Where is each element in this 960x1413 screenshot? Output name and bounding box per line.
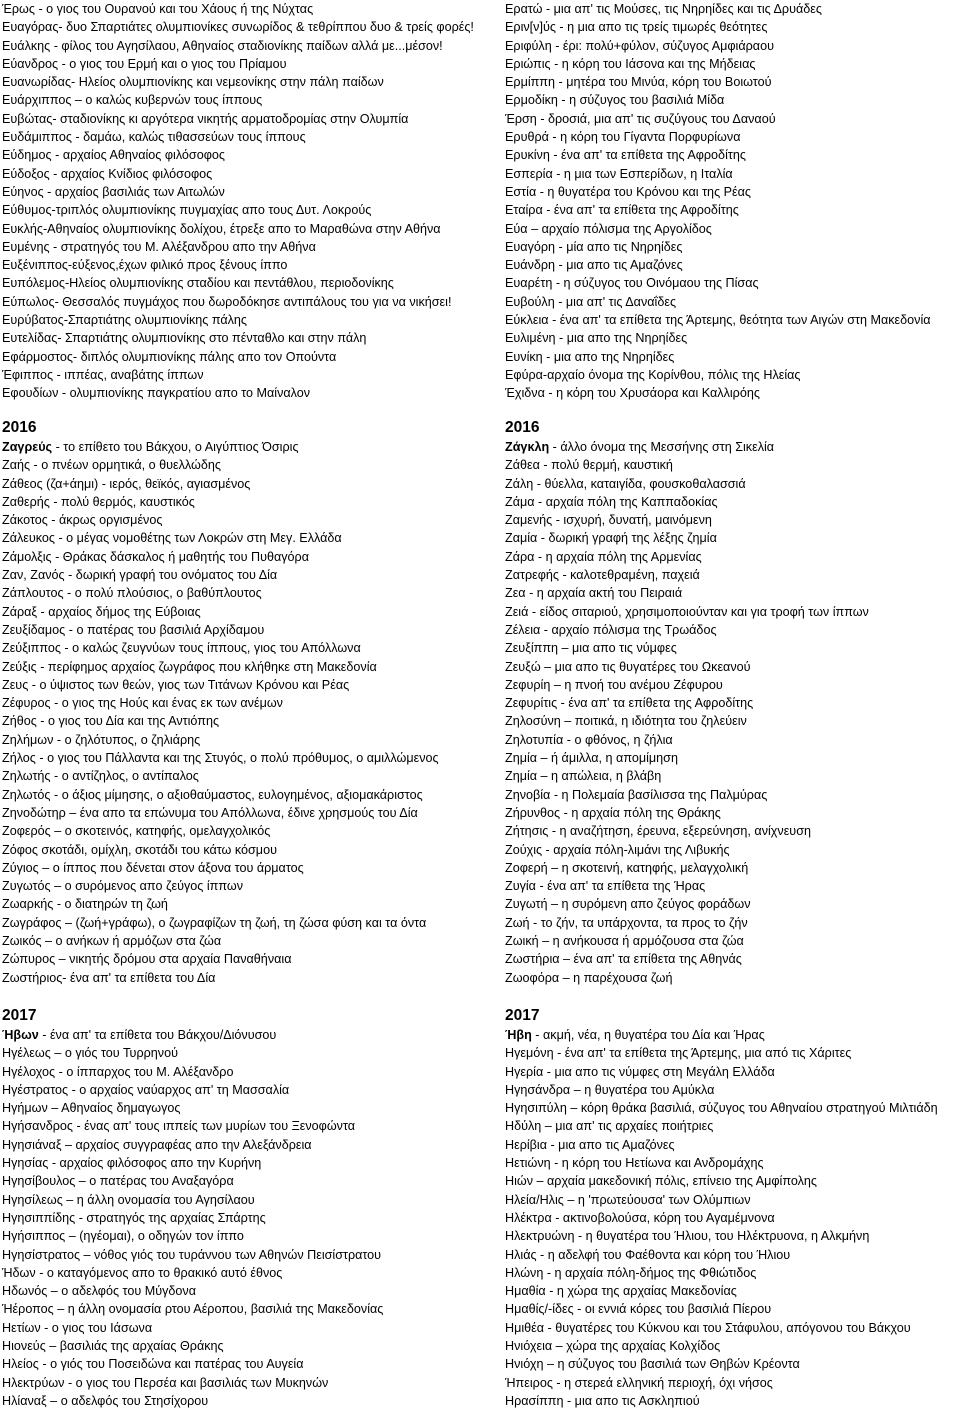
list-entry: Ηγησιάναξ – αρχαίος συγγραφέας απο την Αλεξάνδρεια: [2, 1137, 312, 1152]
left-year-heading-2017: 2017: [2, 1007, 37, 1024]
list-entry: Ζήτησις - η αναζήτηση, έρευνα, εξερεύνηση, ανίχνευση: [505, 824, 811, 839]
list-entry: Ζηλήμων - ο ζηλότυπος, ο ζηλιάρης: [2, 732, 201, 747]
left-first-desc-2016: - το επίθετο του Βάκχου, ο Αιγύπτιος Όσιρις: [52, 440, 299, 454]
list-entry: Ζαν, Ζανός - δωρική γραφή του ονόματος του Δία: [2, 568, 278, 583]
list-entry: Ζηλοτυπία - ο φθόνος, η ζήλια: [505, 732, 673, 747]
list-entry: Ζεφυρίτις - ένα απ' τα επίθετα της Αφροδίτης: [505, 696, 754, 711]
list-entry: Εριφύλη - έρι: πολύ+φύλον, σύζυγος Αμφιάραου: [505, 38, 774, 53]
list-entry: Ηλεκτρύων - ο γιος του Περσέα και βασιλιάς των Μυκηνών: [2, 1375, 329, 1390]
list-entry: Ευανωρίδας- Ηλείος ολυμπιονίκης και νεμεονίκης στην πάλη παίδων: [2, 75, 384, 90]
list-entry: Ευπόλεμος-Ηλείος ολυμπιονίκης σταδίου και πεντάθλου, περιοδονίκης: [2, 276, 394, 291]
left-first-entry-2017: [2, 1026, 502, 1044]
list-entry: Ζήλος - ο γιος του Πάλλαντα και της Στυγός, ο πολύ πρόθυμος, ο αμιλλώμενος: [2, 751, 439, 766]
list-entry: Εφύρα-αρχαίο όνομα της Κορίνθου, πόλις της Ηλείας: [505, 367, 801, 382]
list-entry: Εστία - η θυγατέρα του Κρόνου και της Ρέας: [505, 184, 751, 199]
list-entry: Ζέλεια - αρχαίο πόλισμα της Τρωάδος: [505, 622, 717, 637]
list-entry: Ζυγωτή – η συρόμενη απο ζεύγος φοράδων: [505, 897, 751, 912]
list-entry: Ευρύβατος-Σπαρτιάτης ολυμπιονίκης πάλης: [2, 313, 248, 328]
list-entry: Ζειά - είδος σιταριού, χρησιμοποιούνταν και για τροφή των ίππων: [505, 604, 869, 619]
right-list-2016: [505, 456, 960, 987]
left-list-2017: [2, 1044, 502, 1410]
list-entry: Ευαρέτη - η σύζυγος του Οινόμαου της Πίσας: [505, 276, 759, 291]
list-entry: Ζάθεος (ζα+άημι) - ιερός, θεϊκός, αγιασμένος: [2, 476, 251, 491]
left-section-2017: [2, 1006, 502, 1410]
list-entry: Ηλεία/Ηλις – η 'πρωτεύουσα' των Ολύμπιων: [505, 1192, 751, 1207]
list-entry: Ηλέκτρα - ακτινοβολούσα, κόρη του Αγαμέμνονα: [505, 1210, 775, 1225]
list-entry: Ευβώτας- σταδιονίκης κι αργότερα νικητής αρματοδρομίας στην Ολυμπία: [2, 111, 409, 126]
list-entry: Έρως - ο γιος του Ουρανού και του Χάους ή της Νύχτας: [2, 2, 314, 16]
list-entry: Ζημία – ή άμιλλα, η απομίμηση: [505, 751, 678, 766]
right-section-2017: [505, 1006, 960, 1410]
list-entry: Ημαθία - η χώρα της αρχαίας Μακεδονίας: [505, 1284, 737, 1299]
list-entry: Εύδοξος - αρχαίος Κνίδιος φιλόσοφος: [2, 166, 213, 181]
list-entry: Ηγησάνδρα – η θυγατέρα του Αμύκλα: [505, 1082, 715, 1097]
list-entry: Ευξένιππος-εύξενος,έχων φιλικό προς ξένους ίππο: [2, 258, 288, 273]
list-entry: Ζοφερή – η σκοτεινή, κατηφής, μελαγχολική: [505, 860, 749, 875]
list-entry: Ζεύξις - περίφημος αρχαίος ζωγράφος που κλήθηκε στη Μακεδονία: [2, 659, 377, 674]
list-entry: Ευαγόρη - μία απο τις Νηρηίδες: [505, 239, 683, 254]
list-entry: Ζωή - το ζήν, τα υπάρχοντα, τα προς το ζήν: [505, 915, 748, 930]
list-entry: Ηλώνη - η αρχαία πόλη-δήμος της Φθιώτιδος: [505, 1265, 757, 1280]
list-entry: Ευδάμιππος - δαμάω, καλώς τιθασσεύων τους ίππους: [2, 130, 306, 145]
list-entry: Ήέροπος – η άλλη ονομασία ρτου Αέροπου, βασιλιά της Μακεδονίας: [2, 1302, 384, 1317]
list-entry: Εύκλεια - ένα απ' τα επίθετα της Άρτεμης, θεότητα των Αιγών στη Μακεδονία: [505, 313, 931, 328]
list-entry: Ηγέλεως – ο γιός του Τυρρηνού: [2, 1046, 178, 1061]
list-entry: Ζάμολξις - Θράκας δάσκαλος ή μαθητής του Πυθαγόρα: [2, 549, 309, 564]
list-entry: Ηνιόχη – η σύζυγος του βασιλιά των Θηβών Κρέοντα: [505, 1357, 800, 1372]
list-entry: Ζύγιος – ο ίππος που δένεται στον άξονα του άρματος: [2, 860, 304, 875]
list-entry: Ζηνοδώτηρ – ένα απο τα επώνυμα του Απόλλωνα, έδινε χρησμούς του Δία: [2, 805, 418, 820]
left-first-desc-2017: - ένα απ' τα επίθετα του Βάκχου/Διόνυσου: [38, 1028, 277, 1042]
list-entry: Ηλεκτρυώνη - η θυγατέρα του Ήλιου, του Ηλέκτρυονα, η Αλκμήνη: [505, 1229, 870, 1244]
left-first-entry-2016: [2, 438, 502, 456]
list-entry: Ζηλοσύνη – ποιτικά, η ιδιότητα του ζηλεύειν: [505, 714, 747, 729]
list-entry: Ευκλής-Αθηναίος ολυμπιονίκης δολίχου, έτρεξε απο το Μαραθώνα στην Αθήνα: [2, 221, 441, 236]
right-first-desc-2016: - άλλο όνομα της Μεσσήνης στη Σικελία: [549, 440, 775, 454]
list-entry: Εσπερία - η μια των Εσπερίδων, η Ιταλία: [505, 166, 733, 181]
list-entry: Ήδων - ο καταγόμενος απο το θρακικό αυτό έθνος: [2, 1265, 283, 1280]
list-entry: Ζέφυρος - ο γιος της Ηούς και ένας εκ των ανέμων: [2, 696, 283, 711]
list-entry: Ζευξώ – μια απο τις θυγατέρες του Ωκεανού: [505, 659, 751, 674]
list-entry: Εριν[ν]ύς - η μια απο τις τρείς τιμωρές θεότητες: [505, 20, 768, 35]
list-entry: Ζυγωτός – ο συρόμενος απο ζεύγος ίππων: [2, 879, 243, 894]
list-entry: Εύα – αρχαίο πόλισμα της Αργολίδος: [505, 221, 712, 236]
list-entry: Εριώπις - η κόρη του Ιάσονα και της Μήδειας: [505, 56, 756, 71]
list-entry: Ηγερία - μια απο τις νύμφες στη Μεγάλη Ελλάδα: [505, 1064, 775, 1079]
list-entry: Ηγησιππίδης - στρατηγός της αρχαίας Σπάρτης: [2, 1210, 266, 1225]
list-entry: Ζάρα - η αρχαία πόλη της Αρμενίας: [505, 549, 702, 564]
list-entry: Ζευξίππη – μια απο τις νύμφες: [505, 641, 677, 656]
list-entry: Ζάλη - θύελλα, καταιγίδα, φουσκοθαλασσιά: [505, 476, 746, 491]
right-first-desc-2017: - ακμή, νέα, η θυγατέρα του Δία και Ήρας: [531, 1028, 765, 1042]
list-entry: Ευτελίδας- Σπαρτιάτης ολυμπιονίκης στο πένταθλο και στην πάλη: [2, 331, 367, 346]
list-entry: Εταίρα - ένα απ' τα επίθετα της Αφροδίτης: [505, 203, 739, 218]
list-entry: Ζεφυρίη – η πνοή του ανέμου Ζέφυρου: [505, 677, 723, 692]
list-entry: Ηγήσανδρος - ένας απ' τους ιππείς των μυρίων του Ξενοφώντα: [2, 1119, 356, 1134]
right-first-entry-2016: [505, 438, 960, 456]
list-entry: Ηγησιπύλη – κόρη θράκα βασιλιά, σύζυγος του Αθηναίου στρατηγού Μιλτιάδη: [505, 1101, 938, 1116]
list-entry: Ζόφος σκοτάδι, ομίχλη, σκοτάδι του κάτω κόσμου: [2, 842, 277, 857]
list-entry: Ζυγία - ένα απ' τα επίθετα της Ήρας: [505, 879, 706, 894]
list-entry: Ζωγράφος – (ζωή+γράφω), ο ζωγραφίζων τη ζωή, τη ζώσα φύση και τα όντα: [2, 915, 427, 930]
list-entry: Ζαής - ο πνέων ορμητικά, ο θυελλώδης: [2, 458, 221, 473]
list-entry: Ερατώ - μια απ' τις Μούσες, τις Νηρηίδες και τις Δρυάδες: [505, 2, 822, 16]
list-entry: Ηιονεύς – βασιλιάς της αρχαίας Θράκης: [2, 1339, 224, 1354]
list-entry: Εύηνος - αρχαίος βασιλιάς των Αιτωλών: [2, 184, 225, 199]
list-entry: Εύανδρος - ο γιος του Ερμή και ο γιος του Πρίαμου: [2, 56, 287, 71]
list-entry: Ζημία – η απώλεια, η βλάβη: [505, 769, 662, 784]
list-entry: Ερμοδίκη - η σύζυγος του βασιλιά Μίδα: [505, 93, 725, 108]
left-first-name-2016: Ζαγρεύς: [2, 440, 53, 454]
list-entry: Ηνιόχεια – χώρα της αρχαίας Κολχίδος: [505, 1339, 721, 1354]
right-list-2017: [505, 1044, 960, 1410]
list-entry: Ζάραξ - αρχαίος δήμος της Εύβοιας: [2, 604, 201, 619]
list-entry: Ηγήσιππος – (ηγέομαι), ο οδηγών τον ίππο: [2, 1229, 244, 1244]
right-first-name-2017: Ήβη: [505, 1028, 532, 1042]
list-entry: Ηρασίππη - μια απο τις Ασκληπιού: [505, 1393, 700, 1408]
list-entry: Ζήρυνθος - η αρχαία πόλη της Θράκης: [505, 805, 721, 820]
list-entry: Ζευξίδαμος - ο πατέρας του βασιλιά Αρχίδαμου: [2, 622, 265, 637]
list-entry: Ζάπλουτος - ο πολύ πλούσιος, ο βαθύπλουτος: [2, 586, 262, 601]
list-entry: Έρση - δροσιά, μια απ' τις συζύγους του Δαναού: [505, 111, 776, 126]
right-first-entry-2017: [505, 1026, 960, 1044]
list-entry: Ζωαρκής - ο διατηρών τη ζωή: [2, 897, 168, 912]
list-entry: Ερυθρά - η κόρη του Γίγαντα Πορφυρίωνα: [505, 130, 741, 145]
list-entry: Ήπειρος - η στερεά ελληνική περιοχή, όχι νήσος: [505, 1375, 773, 1390]
list-entry: Ζώπυρος – νικητής δρόμου στα αρχαία Παναθήναια: [2, 952, 292, 967]
list-entry: Ζευς - ο ύψιστος των θεών, γιος των Τιτάνων Κρόνου και Ρέας: [2, 677, 350, 692]
list-entry: Ηερίβια - μια απο τις Αμαζόνες: [505, 1137, 675, 1152]
list-entry: Ζούχις - αρχαία πόλη-λιμάνι της Λιβυκής: [505, 842, 730, 857]
list-entry: Ερυκίνη - ένα απ' τα επίθετα της Αφροδίτης: [505, 148, 746, 163]
list-entry: Ζωικός – ο ανήκων ή αρμόζων στα ζώα: [2, 934, 222, 949]
list-entry: Εφάρμοστος- διπλός ολυμπιονίκης πάλης απο τον Οπούντα: [2, 349, 337, 364]
list-entry: Ζηλωτός - ο άξιος μίμησης, ο αξιοθαύμαστος, ευλογημένος, αξιομακάριστος: [2, 787, 423, 802]
list-entry: Ζηνοβία - η Πολεμαία βασίλισσα της Παλμύρας: [505, 787, 768, 802]
list-entry: Ζοφερός – ο σκοτεινός, κατηφής, ομελαγχολικός: [2, 824, 271, 839]
left-first-name-2017: Ήβων: [2, 1028, 39, 1042]
list-entry: Ευνίκη - μια απο της Νηρηίδες: [505, 349, 675, 364]
list-entry: Εύθυμος-τριπλός ολυμπιονίκης πυγμαχίας απο τους Δυτ. Λοκρούς: [2, 203, 372, 218]
left-section-2016: [2, 418, 502, 987]
list-entry: Ζεα - η αρχαία ακτή του Πειραιά: [505, 586, 683, 601]
list-entry: Ζατρεφής - καλοτεθραμένη, παχειά: [505, 568, 700, 583]
list-entry: Ζαμενής - ισχυρή, δυνατή, μαινόμενη: [505, 513, 712, 528]
list-entry: Ζάθεα - πολύ θερμή, καυστική: [505, 458, 673, 473]
list-entry: Εύδημος - αρχαίος Αθηναίος φιλόσοφος: [2, 148, 225, 163]
right-section-2016: [505, 418, 960, 987]
left-section-e: [2, 0, 502, 403]
list-entry: Ευβούλη - μια απ' τις Δαναΐδες: [505, 294, 677, 309]
left-year-heading-2016: 2016: [2, 419, 37, 436]
list-entry: Ζαμία - δωρική γραφή της λέξης ζημία: [505, 531, 717, 546]
list-entry: Ζαθερής - πολύ θερμός, καυστικός: [2, 494, 195, 509]
list-entry: Έφιππος - ιππέας, αναβάτης ίππων: [2, 367, 204, 382]
list-entry: Ηλίαναξ – ο αδελφός του Στησίχορου: [2, 1393, 209, 1408]
list-entry: Ηδωνός – ο αδελφός του Μύγδονα: [2, 1284, 196, 1299]
list-entry: Ζωστήρια – ένα απ' τα επίθετα της Αθηνάς: [505, 952, 742, 967]
list-entry: Ηγήμων – Αθηναίος δημαγωγος: [2, 1101, 181, 1116]
list-entry: Ευάρχιππος – ο καλώς κυβερνών τους ίππους: [2, 93, 263, 108]
list-entry: Ημαθίς/-ίδες - οι εννιά κόρες του βασιλιά Πίερου: [505, 1302, 772, 1317]
list-entry: Έχιδνα - η κόρη του Χρυσάορα και Καλλιρόης: [505, 386, 760, 401]
list-entry: Ηιών – αρχαία μακεδονική πόλις, επίνειο της Αμφίπολης: [505, 1174, 818, 1189]
list-entry: Ηετίων - ο γιος του Ιάσωνα: [2, 1320, 153, 1335]
list-entry: Ευλιμένη - μια απο της Νηρηίδες: [505, 331, 688, 346]
list-entry: Ηλιάς - η αδελφή του Φαέθοντα και κόρη του Ήλιου: [505, 1247, 791, 1262]
list-entry: Ερμίππη - μητέρα του Μινύα, κόρη του Βοιωτού: [505, 75, 772, 90]
list-entry: Ευάνδρη - μια απο τις Αμαζόνες: [505, 258, 683, 273]
list-entry: Ζήθος - ο γιος του Δία και της Αντιόπης: [2, 714, 220, 729]
list-entry: Εύπωλος- Θεσσαλός πυγμάχος που δωροδόκησε αντιπάλους του για να νικήσει!: [2, 294, 452, 309]
list-entry: Ζωική – η ανήκουσα ή αρμόζουσα στα ζώα: [505, 934, 744, 949]
list-entry: Ηγεμόνη - ένα απ' τα επίθετα της Άρτεμης, μια από τις Χάριτες: [505, 1046, 852, 1061]
left-list-2016: [2, 456, 502, 987]
list-entry: Ζάκοτος - άκρως οργισμένος: [2, 513, 163, 528]
list-entry: Ζωστήριος- ένα απ' τα επίθετα του Δία: [2, 970, 216, 985]
list-entry: Ζάμα - αρχαία πόλη της Καππαδοκίας: [505, 494, 718, 509]
list-entry: Ηγησίας - αρχαίος φιλόσοφος απο την Κυρήνη: [2, 1156, 262, 1171]
list-entry: Ηλείος - ο γιός του Ποσειδώνα και πατέρας του Αυγεία: [2, 1357, 304, 1372]
list-entry: Ευαγόρας- δυο Σπαρτιάτες ολυμπιονίκες συνωρίδος & τεθρίππου δυο & τρείς φορές!: [2, 20, 474, 35]
list-entry: Ζάλευκος - ο μέγας νομοθέτης των Λοκρών στη Μεγ. Ελλάδα: [2, 531, 342, 546]
list-entry: Ηγησίστρατος – νόθος γιός του τυράννου των Αθηνών Πεισίστρατου: [2, 1247, 382, 1262]
list-entry: Ηγέλοχος - ο ίππαρχος του Μ. Αλέξανδρο: [2, 1064, 234, 1079]
list-entry: Ηγέστρατος - ο αρχαίος ναύαρχος απ' τη Μασσαλία: [2, 1082, 290, 1097]
list-entry: Ηγησίβουλος – ο πατέρας του Αναξαγόρα: [2, 1174, 234, 1189]
right-year-heading-2017: 2017: [505, 1007, 540, 1024]
list-entry: Ευμένης - στρατηγός του Μ. Αλέξανδρου απο την Αθήνα: [2, 239, 316, 254]
list-entry: Ηδύλη – μια απ' τις αρχαίες ποιήτριες: [505, 1119, 714, 1134]
right-year-heading-2016: 2016: [505, 419, 540, 436]
list-entry: Ημιθέα - θυγατέρες του Κύκνου και του Στάφυλου, απόγονου του Βάκχου: [505, 1320, 911, 1335]
list-entry: Ζωοφόρα – η παρέχουσα ζωή: [505, 970, 673, 985]
right-first-name-2016: Ζάγκλη: [505, 440, 550, 454]
list-entry: Ζεύξιππος - ο καλώς ζευγνύων τους ίππους, γιος του Απόλλωνα: [2, 641, 361, 656]
list-entry: Ζηλωτής - ο αντίζηλος, ο αντίπαλος: [2, 769, 199, 784]
list-entry: Ηγησίλεως – η άλλη ονομασία του Αγησίλαου: [2, 1192, 255, 1207]
list-entry: Εφουδίων - ολυμπιονίκης παγκρατίου απο το Μαίναλον: [2, 386, 311, 401]
list-entry: Ηετιώνη - η κόρη του Ηετίωνα και Ανδρομάχης: [505, 1156, 764, 1171]
right-section-e: [505, 0, 960, 403]
list-entry: Ευάλκης - φίλος του Αγησίλαου, Αθηναίος σταδιονίκης παίδων αλλά με...μέσον!: [2, 38, 443, 53]
